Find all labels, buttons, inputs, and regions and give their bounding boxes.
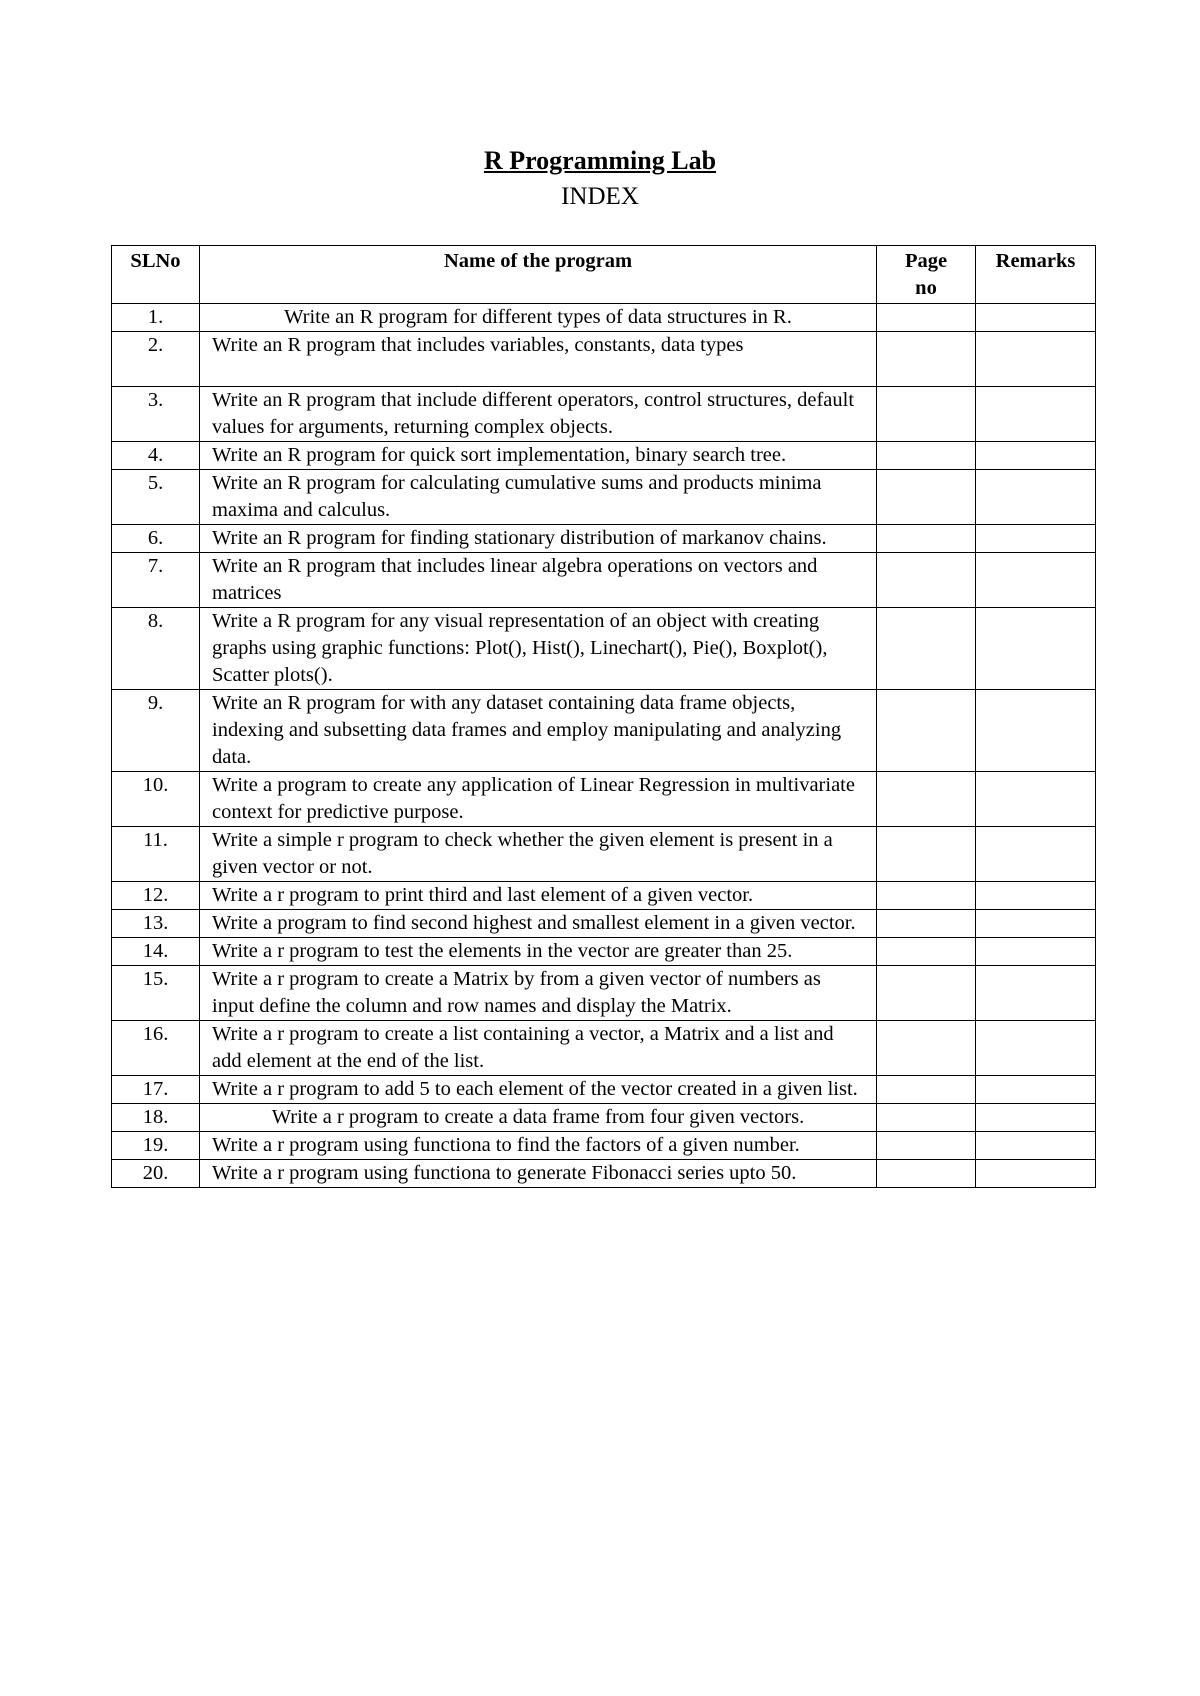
row-remarks bbox=[976, 938, 1096, 966]
row-program-name bbox=[200, 1104, 877, 1132]
row-remarks bbox=[976, 1076, 1096, 1104]
table-row bbox=[112, 690, 1096, 772]
table-row bbox=[112, 966, 1096, 1021]
row-program-text: Write a program to create any application of Linear Regression in multivariate context for predictive purpose. bbox=[212, 774, 855, 823]
table-row bbox=[112, 553, 1096, 608]
table-row bbox=[112, 304, 1096, 332]
row-page-no bbox=[877, 966, 976, 1021]
row-remarks bbox=[976, 966, 1096, 1021]
row-remarks bbox=[976, 608, 1096, 690]
row-program-text: Write a r program using functiona to find the factors of a given number. bbox=[212, 1134, 800, 1156]
table-row bbox=[112, 882, 1096, 910]
row-remarks bbox=[976, 1132, 1096, 1160]
row-remarks bbox=[976, 910, 1096, 938]
row-slno: 13. bbox=[112, 910, 200, 938]
row-slno: 8. bbox=[112, 608, 200, 690]
row-program-text: Write a r program to create a data frame from four given vectors. bbox=[271, 1106, 805, 1128]
row-program-text: Write an R program for with any dataset containing data frame objects, indexing and subsetting data frames and employ manipulating and analyzing data. bbox=[212, 692, 842, 768]
table-row bbox=[112, 772, 1096, 827]
row-program-text: Write a r program to create a Matrix by from a given vector of numbers as input define the column and row names and display the Matrix. bbox=[212, 968, 821, 1017]
row-remarks bbox=[976, 772, 1096, 827]
table-row bbox=[112, 470, 1096, 525]
table-row bbox=[112, 938, 1096, 966]
row-page-no bbox=[877, 442, 976, 470]
row-remarks bbox=[976, 553, 1096, 608]
row-program-name bbox=[200, 525, 877, 553]
row-page-no bbox=[877, 525, 976, 553]
row-program-text: Write a r program to test the elements in the vector are greater than 25. bbox=[212, 940, 793, 962]
row-slno: 1. bbox=[112, 304, 200, 332]
row-remarks bbox=[976, 525, 1096, 553]
row-slno: 16. bbox=[112, 1021, 200, 1076]
row-page-no bbox=[877, 1104, 976, 1132]
row-remarks bbox=[976, 690, 1096, 772]
row-page-no bbox=[877, 1160, 976, 1188]
row-slno: 4. bbox=[112, 442, 200, 470]
table-row bbox=[112, 525, 1096, 553]
row-page-no bbox=[877, 1132, 976, 1160]
row-program-name bbox=[200, 966, 877, 1021]
row-program-name bbox=[200, 1076, 877, 1104]
row-page-no bbox=[877, 470, 976, 525]
row-remarks bbox=[976, 442, 1096, 470]
row-program-text: Write an R program that includes variables, constants, data types bbox=[212, 334, 744, 356]
row-slno: 10. bbox=[112, 772, 200, 827]
header-page-no-line1: Page bbox=[904, 250, 948, 272]
row-slno: 7. bbox=[112, 553, 200, 608]
row-program-text: Write a R program for any visual representation of an object with creating graphs using graphic functions: Plot(), Hist(), Linechart(), Pie(), Boxplot(), Scatter plots(). bbox=[212, 610, 828, 686]
row-program-name bbox=[200, 387, 877, 442]
row-remarks bbox=[976, 387, 1096, 442]
row-page-no bbox=[877, 553, 976, 608]
row-slno: 18. bbox=[112, 1104, 200, 1132]
table-row bbox=[112, 387, 1096, 442]
row-page-no bbox=[877, 827, 976, 882]
row-program-name bbox=[200, 608, 877, 690]
row-slno: 2. bbox=[112, 332, 200, 387]
row-program-text: Write a r program using functiona to generate Fibonacci series upto 50. bbox=[212, 1162, 797, 1184]
table-row bbox=[112, 1076, 1096, 1104]
row-program-text: Write an R program for finding stationary distribution of markanov chains. bbox=[212, 527, 827, 549]
row-program-name bbox=[200, 882, 877, 910]
row-page-no bbox=[877, 387, 976, 442]
row-slno: 3. bbox=[112, 387, 200, 442]
row-slno: 14. bbox=[112, 938, 200, 966]
header-remarks: Remarks bbox=[976, 246, 1096, 304]
row-remarks bbox=[976, 470, 1096, 525]
row-program-name bbox=[200, 1132, 877, 1160]
row-remarks bbox=[976, 827, 1096, 882]
row-page-no bbox=[877, 608, 976, 690]
header-page-no-line2: no bbox=[915, 277, 937, 299]
row-remarks bbox=[976, 882, 1096, 910]
row-page-no bbox=[877, 938, 976, 966]
row-program-name bbox=[200, 332, 877, 387]
row-slno: 6. bbox=[112, 525, 200, 553]
row-program-name bbox=[200, 1160, 877, 1188]
row-remarks bbox=[976, 1104, 1096, 1132]
table-row bbox=[112, 910, 1096, 938]
row-program-name bbox=[200, 553, 877, 608]
row-slno: 15. bbox=[112, 966, 200, 1021]
row-remarks bbox=[976, 304, 1096, 332]
row-slno: 5. bbox=[112, 470, 200, 525]
table-body bbox=[112, 304, 1096, 1188]
row-page-no bbox=[877, 304, 976, 332]
row-program-name bbox=[200, 470, 877, 525]
row-slno: 17. bbox=[112, 1076, 200, 1104]
row-slno: 19. bbox=[112, 1132, 200, 1160]
row-program-name bbox=[200, 690, 877, 772]
row-program-name bbox=[200, 827, 877, 882]
table-row bbox=[112, 442, 1096, 470]
row-program-text: Write an R program for calculating cumulative sums and products minima maxima and calculus. bbox=[212, 472, 822, 521]
row-remarks bbox=[976, 332, 1096, 387]
row-remarks bbox=[976, 1160, 1096, 1188]
page-title: R Programming Lab bbox=[483, 146, 717, 175]
table-header-row bbox=[112, 246, 1096, 304]
row-program-text: Write an R program that includes linear algebra operations on vectors and matrices bbox=[212, 555, 818, 604]
table-row bbox=[112, 1021, 1096, 1076]
row-program-text: Write a r program to add 5 to each element of the vector created in a given list. bbox=[212, 1078, 858, 1100]
table-row bbox=[112, 1160, 1096, 1188]
row-page-no bbox=[877, 772, 976, 827]
row-program-text: Write an R program for different types of data structures in R. bbox=[284, 306, 792, 328]
row-program-name bbox=[200, 304, 877, 332]
row-page-no bbox=[877, 882, 976, 910]
table-row bbox=[112, 332, 1096, 387]
row-page-no bbox=[877, 1021, 976, 1076]
header-slno: SLNo bbox=[112, 246, 200, 304]
header-page-no bbox=[877, 246, 976, 304]
row-program-name bbox=[200, 442, 877, 470]
program-index-table bbox=[111, 245, 1096, 1188]
row-program-name bbox=[200, 938, 877, 966]
row-slno: 9. bbox=[112, 690, 200, 772]
row-program-text: Write a r program to print third and last element of a given vector. bbox=[212, 884, 754, 906]
row-remarks bbox=[976, 1021, 1096, 1076]
header-program-name: Name of the program bbox=[200, 246, 877, 304]
table-row bbox=[112, 1132, 1096, 1160]
row-page-no bbox=[877, 332, 976, 387]
row-program-name bbox=[200, 772, 877, 827]
row-program-text: Write an R program that include different operators, control structures, default values for arguments, returning complex objects. bbox=[212, 389, 855, 438]
row-program-text: Write an R program for quick sort implementation, binary search tree. bbox=[212, 444, 787, 466]
row-slno: 12. bbox=[112, 882, 200, 910]
row-page-no bbox=[877, 690, 976, 772]
table-row bbox=[112, 608, 1096, 690]
table-row bbox=[112, 1104, 1096, 1132]
row-slno: 20. bbox=[112, 1160, 200, 1188]
row-program-text: Write a simple r program to check whether the given element is present in a given vector or not. bbox=[212, 829, 833, 878]
row-program-name bbox=[200, 910, 877, 938]
page-subtitle: INDEX bbox=[561, 183, 639, 210]
row-program-name bbox=[200, 1021, 877, 1076]
row-program-text: Write a r program to create a list containing a vector, a Matrix and a list and add element at the end of the list. bbox=[212, 1023, 834, 1072]
row-program-text: Write a program to find second highest and smallest element in a given vector. bbox=[212, 912, 856, 934]
row-page-no bbox=[877, 910, 976, 938]
table-row bbox=[112, 827, 1096, 882]
row-page-no bbox=[877, 1076, 976, 1104]
row-slno: 11. bbox=[112, 827, 200, 882]
